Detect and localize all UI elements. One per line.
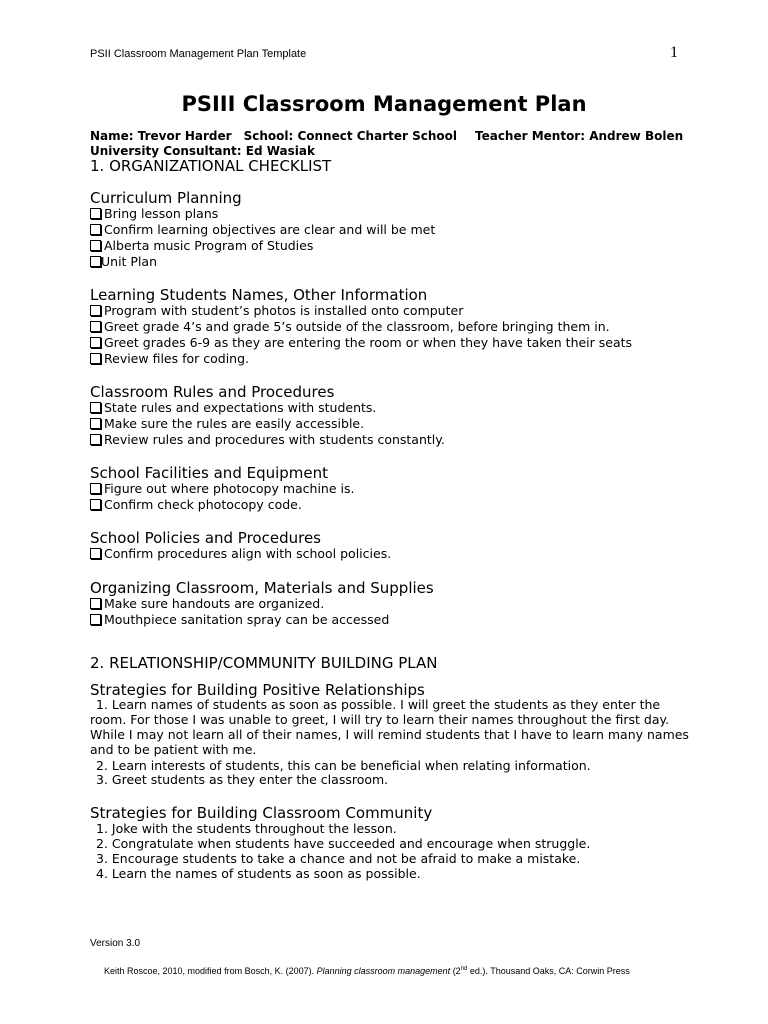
teacher-mentor: Teacher Mentor: Andrew Bolen xyxy=(474,129,684,143)
meta-line-1 xyxy=(90,129,683,143)
group-heading-policies: School Policies and Procedures xyxy=(90,529,321,547)
section-2-title: 2. RELATIONSHIP/COMMUNITY BUILDING PLAN xyxy=(90,654,438,672)
checkbox-icon[interactable] xyxy=(90,598,101,609)
checkbox-icon[interactable] xyxy=(90,548,101,559)
checklist-item: Make sure the rules are easily accessible. xyxy=(90,416,364,431)
author-name: Name: Trevor Harder xyxy=(90,129,232,143)
strategy-item: 3. Encourage students to take a chance and not be afraid to make a mistake. xyxy=(96,851,581,866)
group-heading-rules: Classroom Rules and Procedures xyxy=(90,383,335,401)
group-heading-facilities: School Facilities and Equipment xyxy=(90,464,329,482)
checklist-item: Make sure handouts are organized. xyxy=(90,596,324,611)
checklist-item: Confirm learning objectives are clear and will be met xyxy=(90,222,435,237)
checklist-item: Bring lesson plans xyxy=(90,206,218,221)
footer-citation: Keith Roscoe, 2010, modified from Bosch, K. (2007). Planning classroom management (2nd ed.). Thousand Oaks, CA: Corwin Press xyxy=(104,966,630,976)
strategy-item: 2. Congratulate when students have succeeded and encourage when struggle. xyxy=(96,836,591,851)
checkbox-icon[interactable] xyxy=(90,434,101,445)
heading-positive-relationships: Strategies for Building Positive Relationships xyxy=(90,681,425,699)
checklist-item: Unit Plan xyxy=(90,254,157,269)
strategy-item: 1. Joke with the students throughout the lesson. xyxy=(96,821,397,836)
checkbox-icon[interactable] xyxy=(90,240,101,251)
checkbox-icon[interactable] xyxy=(90,353,101,364)
school-name: School: Connect Charter School xyxy=(243,129,457,143)
group-heading-student-names: Learning Students Names, Other Information xyxy=(90,286,428,304)
checklist-item: Confirm check photocopy code. xyxy=(90,497,302,512)
checklist-item: Confirm procedures align with school policies. xyxy=(90,546,391,561)
checklist-item: Greet grades 6-9 as they are entering the room or when they have taken their seats xyxy=(90,335,632,350)
checklist-item: State rules and expectations with students. xyxy=(90,400,376,415)
checkbox-icon[interactable] xyxy=(90,483,101,494)
group-heading-curriculum: Curriculum Planning xyxy=(90,189,242,207)
strategy-paragraph: 1. Learn names of students as soon as possible. I will greet the students as they enter the room. For those I was unable to greet, I will try to learn their names throughout the first day. While I may not learn all of their names, I will remind students that I have to learn many names and to be patient with me. xyxy=(90,697,689,757)
heading-classroom-community: Strategies for Building Classroom Community xyxy=(90,804,433,822)
section-1-title: 1. ORGANIZATIONAL CHECKLIST xyxy=(90,157,332,175)
checklist-item: Alberta music Program of Studies xyxy=(90,238,313,253)
strategy-item: 2. Learn interests of students, this can be beneficial when relating information. xyxy=(96,758,591,773)
running-header: PSII Classroom Management Plan Template xyxy=(90,48,307,60)
version-label: Version 3.0 xyxy=(90,938,141,949)
checkbox-icon[interactable] xyxy=(90,337,101,348)
checkbox-icon[interactable] xyxy=(90,614,101,625)
checkbox-icon[interactable] xyxy=(90,208,101,219)
page-number: 1 xyxy=(670,44,678,61)
checkbox-icon[interactable] xyxy=(90,256,101,267)
strategy-item: 4. Learn the names of students as soon as possible. xyxy=(96,866,421,881)
checkbox-icon[interactable] xyxy=(90,499,101,510)
checklist-item: Figure out where photocopy machine is. xyxy=(90,481,354,496)
university-consultant: University Consultant: Ed Wasiak xyxy=(90,144,315,158)
checkbox-icon[interactable] xyxy=(90,402,101,413)
checklist-item: Greet grade 4’s and grade 5’s outside of the classroom, before bringing them in. xyxy=(90,319,610,334)
checkbox-icon[interactable] xyxy=(90,224,101,235)
checkbox-icon[interactable] xyxy=(90,321,101,332)
checklist-item: Mouthpiece sanitation spray can be accessed xyxy=(90,612,389,627)
checklist-item: Review files for coding. xyxy=(90,351,249,366)
checklist-item: Program with student’s photos is installed onto computer xyxy=(90,303,463,318)
strategy-item: 3. Greet students as they enter the classroom. xyxy=(96,772,389,787)
document-title: PSIII Classroom Management Plan xyxy=(181,92,587,116)
checkbox-icon[interactable] xyxy=(90,418,101,429)
group-heading-organizing: Organizing Classroom, Materials and Supplies xyxy=(90,579,434,597)
checklist-item: Review rules and procedures with students constantly. xyxy=(90,432,445,447)
checkbox-icon[interactable] xyxy=(90,305,101,316)
